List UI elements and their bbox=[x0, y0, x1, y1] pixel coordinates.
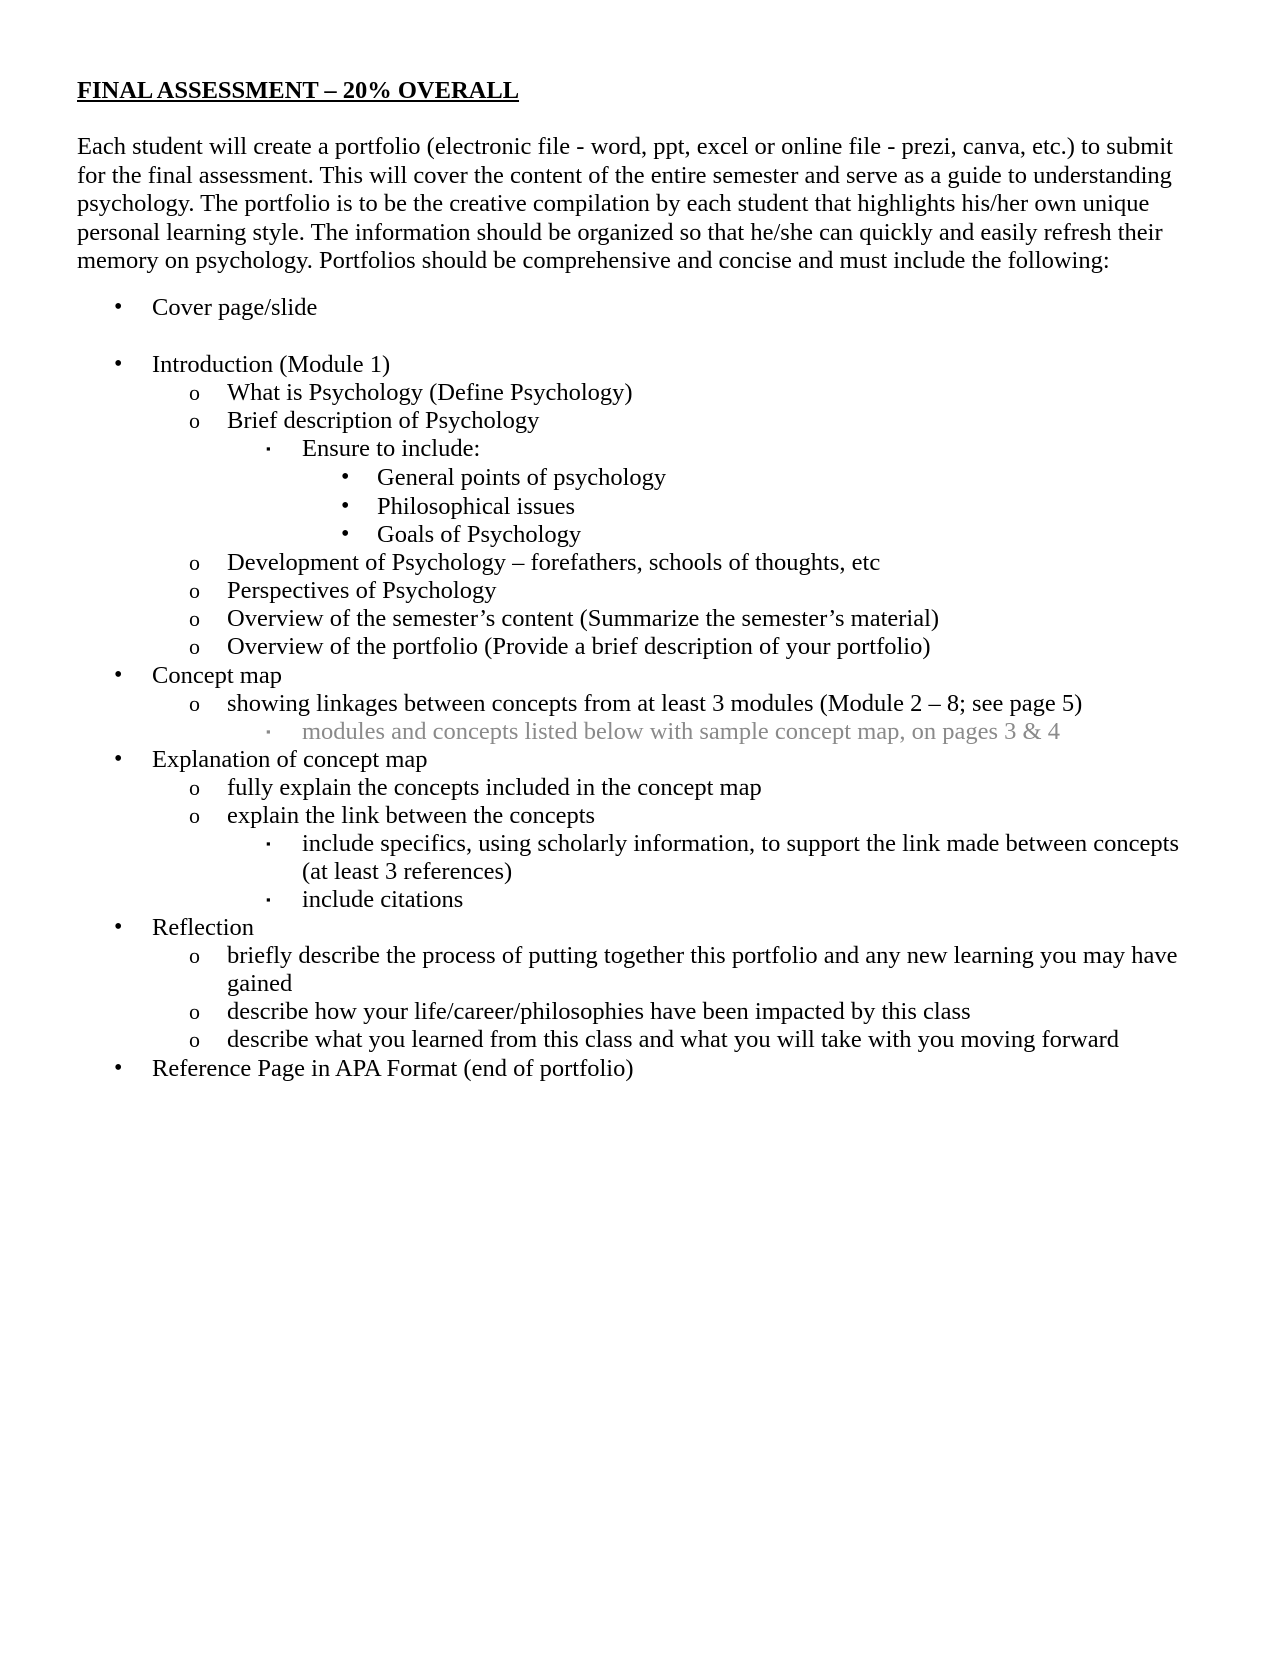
circle-bullet-icon: o bbox=[189, 380, 200, 405]
square-bullet-icon: ▪ bbox=[266, 892, 271, 907]
list-item-text: Introduction (Module 1) bbox=[152, 351, 391, 378]
list-item-text: Brief description of Psychology bbox=[227, 407, 540, 434]
list-item-text: What is Psychology (Define Psychology) bbox=[227, 379, 633, 406]
list-item-text: modules and concepts listed below with sample concept map, on pages 3 & 4 bbox=[302, 718, 1060, 745]
list-item-text: Perspectives of Psychology bbox=[227, 577, 497, 604]
list-item-text: include specifics, using scholarly information, to support the link made between concepts bbox=[302, 830, 1180, 857]
bullet-icon: • bbox=[114, 746, 123, 772]
list-item-text: describe how your life/career/philosophies have been impacted by this class bbox=[227, 998, 971, 1025]
bullet-icon: • bbox=[341, 464, 350, 490]
list-item-text: explain the link between the concepts bbox=[227, 802, 596, 829]
circle-bullet-icon: o bbox=[189, 550, 200, 575]
bullet-icon: • bbox=[341, 521, 350, 547]
circle-bullet-icon: o bbox=[189, 691, 200, 716]
intro-line: personal learning style. The information should be organized so that he/she can quickly and easily refresh their bbox=[77, 218, 1163, 246]
bullet-icon: • bbox=[114, 914, 123, 940]
list-item-text: describe what you learned from this class and what you will take with you moving forward bbox=[227, 1026, 1119, 1053]
list-item-text: Philosophical issues bbox=[377, 493, 576, 520]
circle-bullet-icon: o bbox=[189, 408, 200, 433]
list-item-text: Development of Psychology – forefathers, schools of thoughts, etc bbox=[227, 549, 881, 576]
circle-bullet-icon: o bbox=[189, 1027, 200, 1052]
circle-bullet-icon: o bbox=[189, 578, 200, 603]
page-title: FINAL ASSESSMENT – 20% OVERALL bbox=[77, 77, 520, 104]
list-item-text: Overview of the portfolio (Provide a brief description of your portfolio) bbox=[227, 633, 931, 660]
bullet-icon: • bbox=[114, 1055, 123, 1081]
list-item-text: Reflection bbox=[152, 914, 255, 941]
circle-bullet-icon: o bbox=[189, 803, 200, 828]
list-item-text: (at least 3 references) bbox=[302, 858, 513, 885]
square-bullet-icon: ▪ bbox=[266, 836, 271, 851]
intro-line: Each student will create a portfolio (electronic file - word, ppt, excel or online file - prezi, canva, etc.) to submit bbox=[77, 133, 1173, 160]
list-item-text: Overview of the semester’s content (Summarize the semester’s material) bbox=[227, 605, 940, 632]
circle-bullet-icon: o bbox=[189, 775, 200, 800]
square-bullet-icon: ▪ bbox=[266, 441, 271, 456]
circle-bullet-icon: o bbox=[189, 943, 200, 968]
list-item-text: showing linkages between concepts from at least 3 modules (Module 2 – 8; see page 5) bbox=[227, 690, 1083, 717]
list-item-text: Ensure to include: bbox=[302, 435, 481, 462]
list-item-text: Goals of Psychology bbox=[377, 521, 582, 548]
intro-line: psychology. The portfolio is to be the creative compilation by each student that highlights his/her own unique bbox=[77, 190, 1150, 218]
intro-line: for the final assessment. This will cover the content of the entire semester and serve as a guide to understanding bbox=[77, 161, 1172, 189]
list-item-text: Concept map bbox=[152, 662, 282, 689]
list-item-text: fully explain the concepts included in the concept map bbox=[227, 774, 762, 801]
bullet-icon: • bbox=[114, 662, 123, 688]
square-bullet-icon: ▪ bbox=[266, 724, 271, 739]
list-item-text: gained bbox=[227, 970, 293, 997]
bullet-icon: • bbox=[341, 493, 350, 519]
circle-bullet-icon: o bbox=[189, 999, 200, 1024]
bullet-icon: • bbox=[114, 294, 123, 320]
list-item-text: General points of psychology bbox=[377, 464, 667, 491]
intro-paragraph bbox=[77, 133, 1207, 276]
intro-line: memory on psychology. Portfolios should be comprehensive and concise and must include the following: bbox=[77, 247, 1110, 275]
circle-bullet-icon: o bbox=[189, 606, 200, 631]
list-item-text: briefly describe the process of putting together this portfolio and any new learning you may have bbox=[227, 942, 1178, 969]
list-item-text: Explanation of concept map bbox=[152, 746, 428, 773]
list-item-text: include citations bbox=[302, 886, 464, 913]
bullet-icon: • bbox=[114, 351, 123, 377]
list-item-text: Cover page/slide bbox=[152, 294, 318, 321]
list-item-text: Reference Page in APA Format (end of portfolio) bbox=[152, 1055, 634, 1082]
circle-bullet-icon: o bbox=[189, 634, 200, 659]
